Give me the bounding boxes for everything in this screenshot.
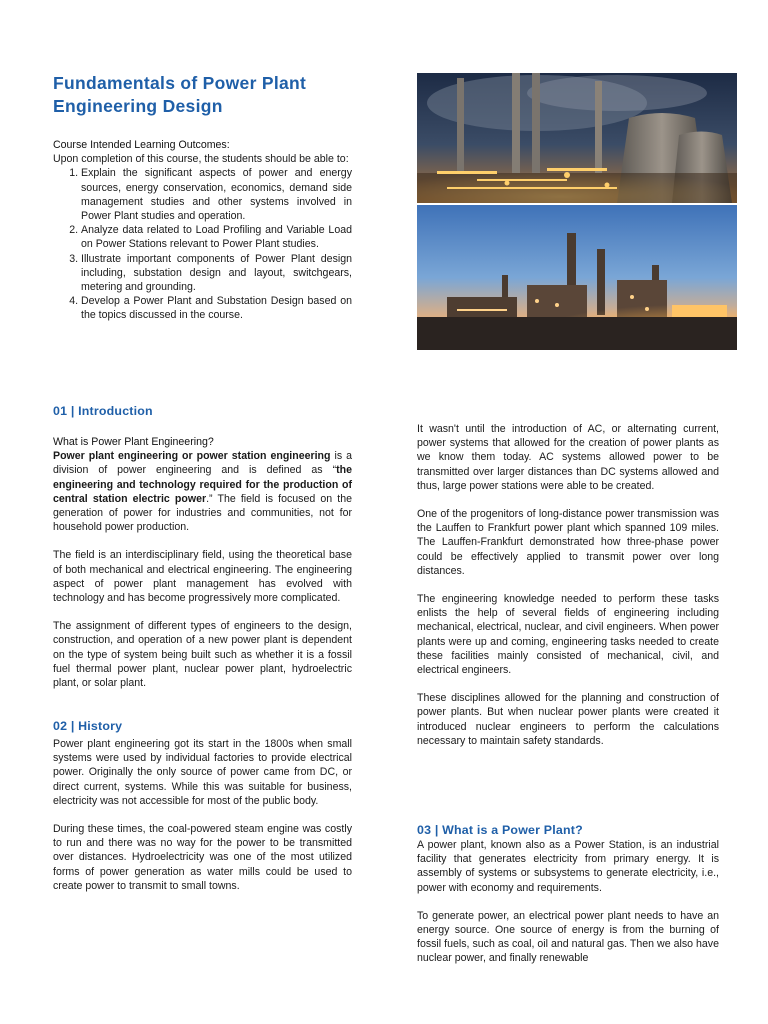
power-plant-paragraph-1: A power plant, known also as a Power Station, is an industrial facility that generates electricity from primary energy. It is assembly of systems or subsystems to generate electricity, i.e., power with economy and requirements. — [417, 839, 719, 894]
history-continued-paragraph-3: The engineering knowledge needed to perform these tasks enlists the help of several fields of engineering including mechanical, electrical, nuclear, and civil engineers. When power plants were up and coming, engineering tasks needed to create these facilities mainly consisted of mechanical, civil, and electrical engineers. — [417, 593, 719, 677]
intro-text: is a division of power engineering and is defined as “ — [53, 450, 352, 477]
outcomes-heading: Course Intended Learning Outcomes: — [53, 139, 230, 151]
power-plant-body — [417, 838, 719, 980]
history-continued — [417, 422, 719, 762]
outcomes-intro: Upon completion of this course, the students should be able to: — [53, 153, 349, 166]
outcome-item: 4. Develop a Power Plant and Substation Design based on the topics discussed in the course. — [81, 294, 352, 322]
history-continued-paragraph-2: One of the progenitors of long-distance power transmission was the Lauffen to Frankfurt power plant which spanned 109 miles. The Lauffen-Frankfurt demonstrated how three-phase power could be effectively applied to transmit power over long distances. — [417, 508, 719, 577]
intro-text: .” The field is focused on the generation of power for industries and communities, not for household power production. — [53, 492, 352, 534]
introduction-body — [53, 435, 352, 704]
power-plant-photo-cooling-towers — [417, 73, 737, 203]
introduction-question: What is Power Plant Engineering? — [53, 436, 214, 448]
power-plant-heading: 03 | What is a Power Plant? — [417, 823, 583, 837]
power-plant-paragraph-2: To generate power, an electrical power plant needs to have an energy source. One source of energy is from the burning of fossil fuels, such as coal, oil and natural gas. Then we also have nuclear power, and finally renewable — [417, 909, 719, 965]
outcome-item: 2. Analyze data related to Load Profiling and Variable Load on Power Stations relevant to Power Plant studies. — [81, 223, 352, 251]
history-heading: 02 | History — [53, 719, 123, 733]
history-body — [53, 737, 352, 907]
introduction-paragraph-3: The assignment of different types of engineers to the design, construction, and operation of a new power plant is dependent on the type of system being built such as whether it is a fossil fuel thermal power plant, nuclear power plant, hydroelectric plant, or solar plant. — [53, 620, 352, 690]
power-plant-photo-dusk — [417, 205, 737, 350]
introduction-paragraph-2: The field is an interdisciplinary field, using the theoretical base of both mechanical and electrical engineering. The engineering aspect of power plant management has evolved with technology and has become progressively more complicated. — [53, 549, 352, 605]
history-paragraph-1: Power plant engineering got its start in the 1800s when small systems were used by individual factories to provide electrical power. Originally the only source of power came from DC, or direct current, systems. While this was suitable for business, electricity was not accessible for most of the public body. — [53, 738, 352, 807]
learning-outcomes — [53, 138, 352, 323]
introduction-paragraph-1 — [53, 449, 352, 534]
intro-bold-term: Power plant engineering or power station engineering — [53, 450, 331, 463]
history-continued-paragraph-4: These disciplines allowed for the planning and construction of power plants. But when nuclear power plants were created it introduced nuclear engineers to perform the calculations necessary to maintain safety standards. — [417, 692, 719, 747]
history-paragraph-2: During these times, the coal-powered steam engine was costly to run and there was no way for the power to be transmitted over distances. Hydroelectricity was one of the most utilized forms of power generation as water mills could be used to create power to transmit to small towns. — [53, 823, 352, 892]
introduction-heading: 01 | Introduction — [53, 404, 153, 418]
outcomes-list — [81, 166, 352, 322]
outcome-item: 3. Illustrate important components of Power Plant design including, substation design and layout, switchgears, metering and grounding. — [81, 252, 352, 295]
intro-bold-definition: the engineering and technology required for the production of central station electric power — [53, 464, 352, 505]
history-continued-paragraph-1: It wasn't until the introduction of AC, or alternating current, power systems that allowed for the creation of power plants as we know them today. AC systems allowed power to be transmitted over larger distances than DC systems allowed and thus, large power stations were able to be created. — [417, 423, 719, 492]
outcome-item: 1. Explain the significant aspects of power and energy sources, energy conservation, economics, demand side management studies and other systems involved in Power Plant studies and operation. — [81, 166, 352, 223]
page-title: Fundamentals of Power Plant Engineering Design — [53, 73, 307, 116]
